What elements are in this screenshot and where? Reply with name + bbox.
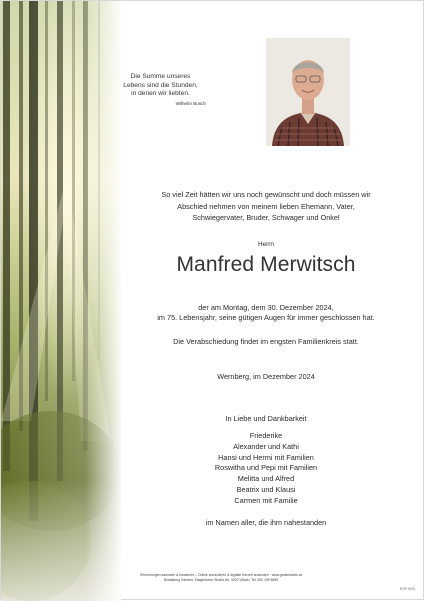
quote-line: Die Summe unseres bbox=[130, 73, 191, 80]
death-notice-line: der am Montag, dem 30. Dezember 2024, bbox=[198, 303, 334, 312]
place-and-date: Wernberg, im Dezember 2024 bbox=[217, 372, 315, 381]
farewell-notice: Die Verabschiedung findet im engsten Familienkreis statt. bbox=[173, 337, 359, 346]
honorific: Herrn bbox=[258, 241, 274, 248]
death-notice-line: im 75. Lebensjahr, seine gütigen Augen für immer geschlossen hat. bbox=[157, 313, 375, 323]
intro-text bbox=[121, 189, 411, 224]
footer-line: Bestattung Kärnten, Klagenfurter Straße 66, 9020 Villach, Tel. 050 199 6569 bbox=[163, 577, 279, 582]
footer-note bbox=[81, 573, 361, 583]
mourners-list bbox=[121, 431, 411, 507]
mourner-item: Carmen mit Familie bbox=[234, 495, 298, 505]
mourner-item: Hansi und Hermi mit Familien bbox=[218, 452, 314, 462]
death-notice bbox=[121, 303, 411, 324]
portrait-photo bbox=[266, 38, 350, 146]
mourner-item: Alexander und Kathi bbox=[233, 441, 299, 451]
closing-line: im Namen aller, die ihm nahestanden bbox=[205, 518, 327, 527]
document-code: EXP 9/24 bbox=[399, 587, 415, 591]
quote-line: Lebens sind die Stunden, bbox=[123, 81, 198, 89]
mourner-item: Beatrix und Klausi bbox=[236, 484, 296, 494]
mourner-item: Melitta und Alfred bbox=[237, 474, 295, 484]
footer-line: Erinnerungen sammeln & bewahren – Online kondolieren & digitale Kerzen anzünden · www.gedenkseite.at bbox=[140, 573, 302, 577]
forest-image bbox=[1, 1, 121, 601]
quote-line: in denen wir liebten. bbox=[131, 90, 190, 98]
intro-line: Schwiegervater, Bruder, Schwager und Onkel bbox=[192, 213, 340, 223]
mourner-item: Roswitha und Pepi mit Familien bbox=[214, 463, 318, 473]
quote-author: Wilhelm Busch bbox=[175, 100, 206, 106]
intro-line: Abschied nehmen von meinem lieben Ehemann, Vater, bbox=[177, 201, 355, 211]
mourner-item: Friederike bbox=[249, 431, 283, 440]
thanks-line: In Liebe und Dankbarkeit bbox=[225, 414, 307, 423]
memorial-quote bbox=[113, 73, 208, 108]
intro-line: So viel Zeit hätten wir uns noch gewünscht und doch müssen wir bbox=[161, 190, 371, 199]
deceased-name: Manfred Merwitsch bbox=[176, 253, 356, 276]
